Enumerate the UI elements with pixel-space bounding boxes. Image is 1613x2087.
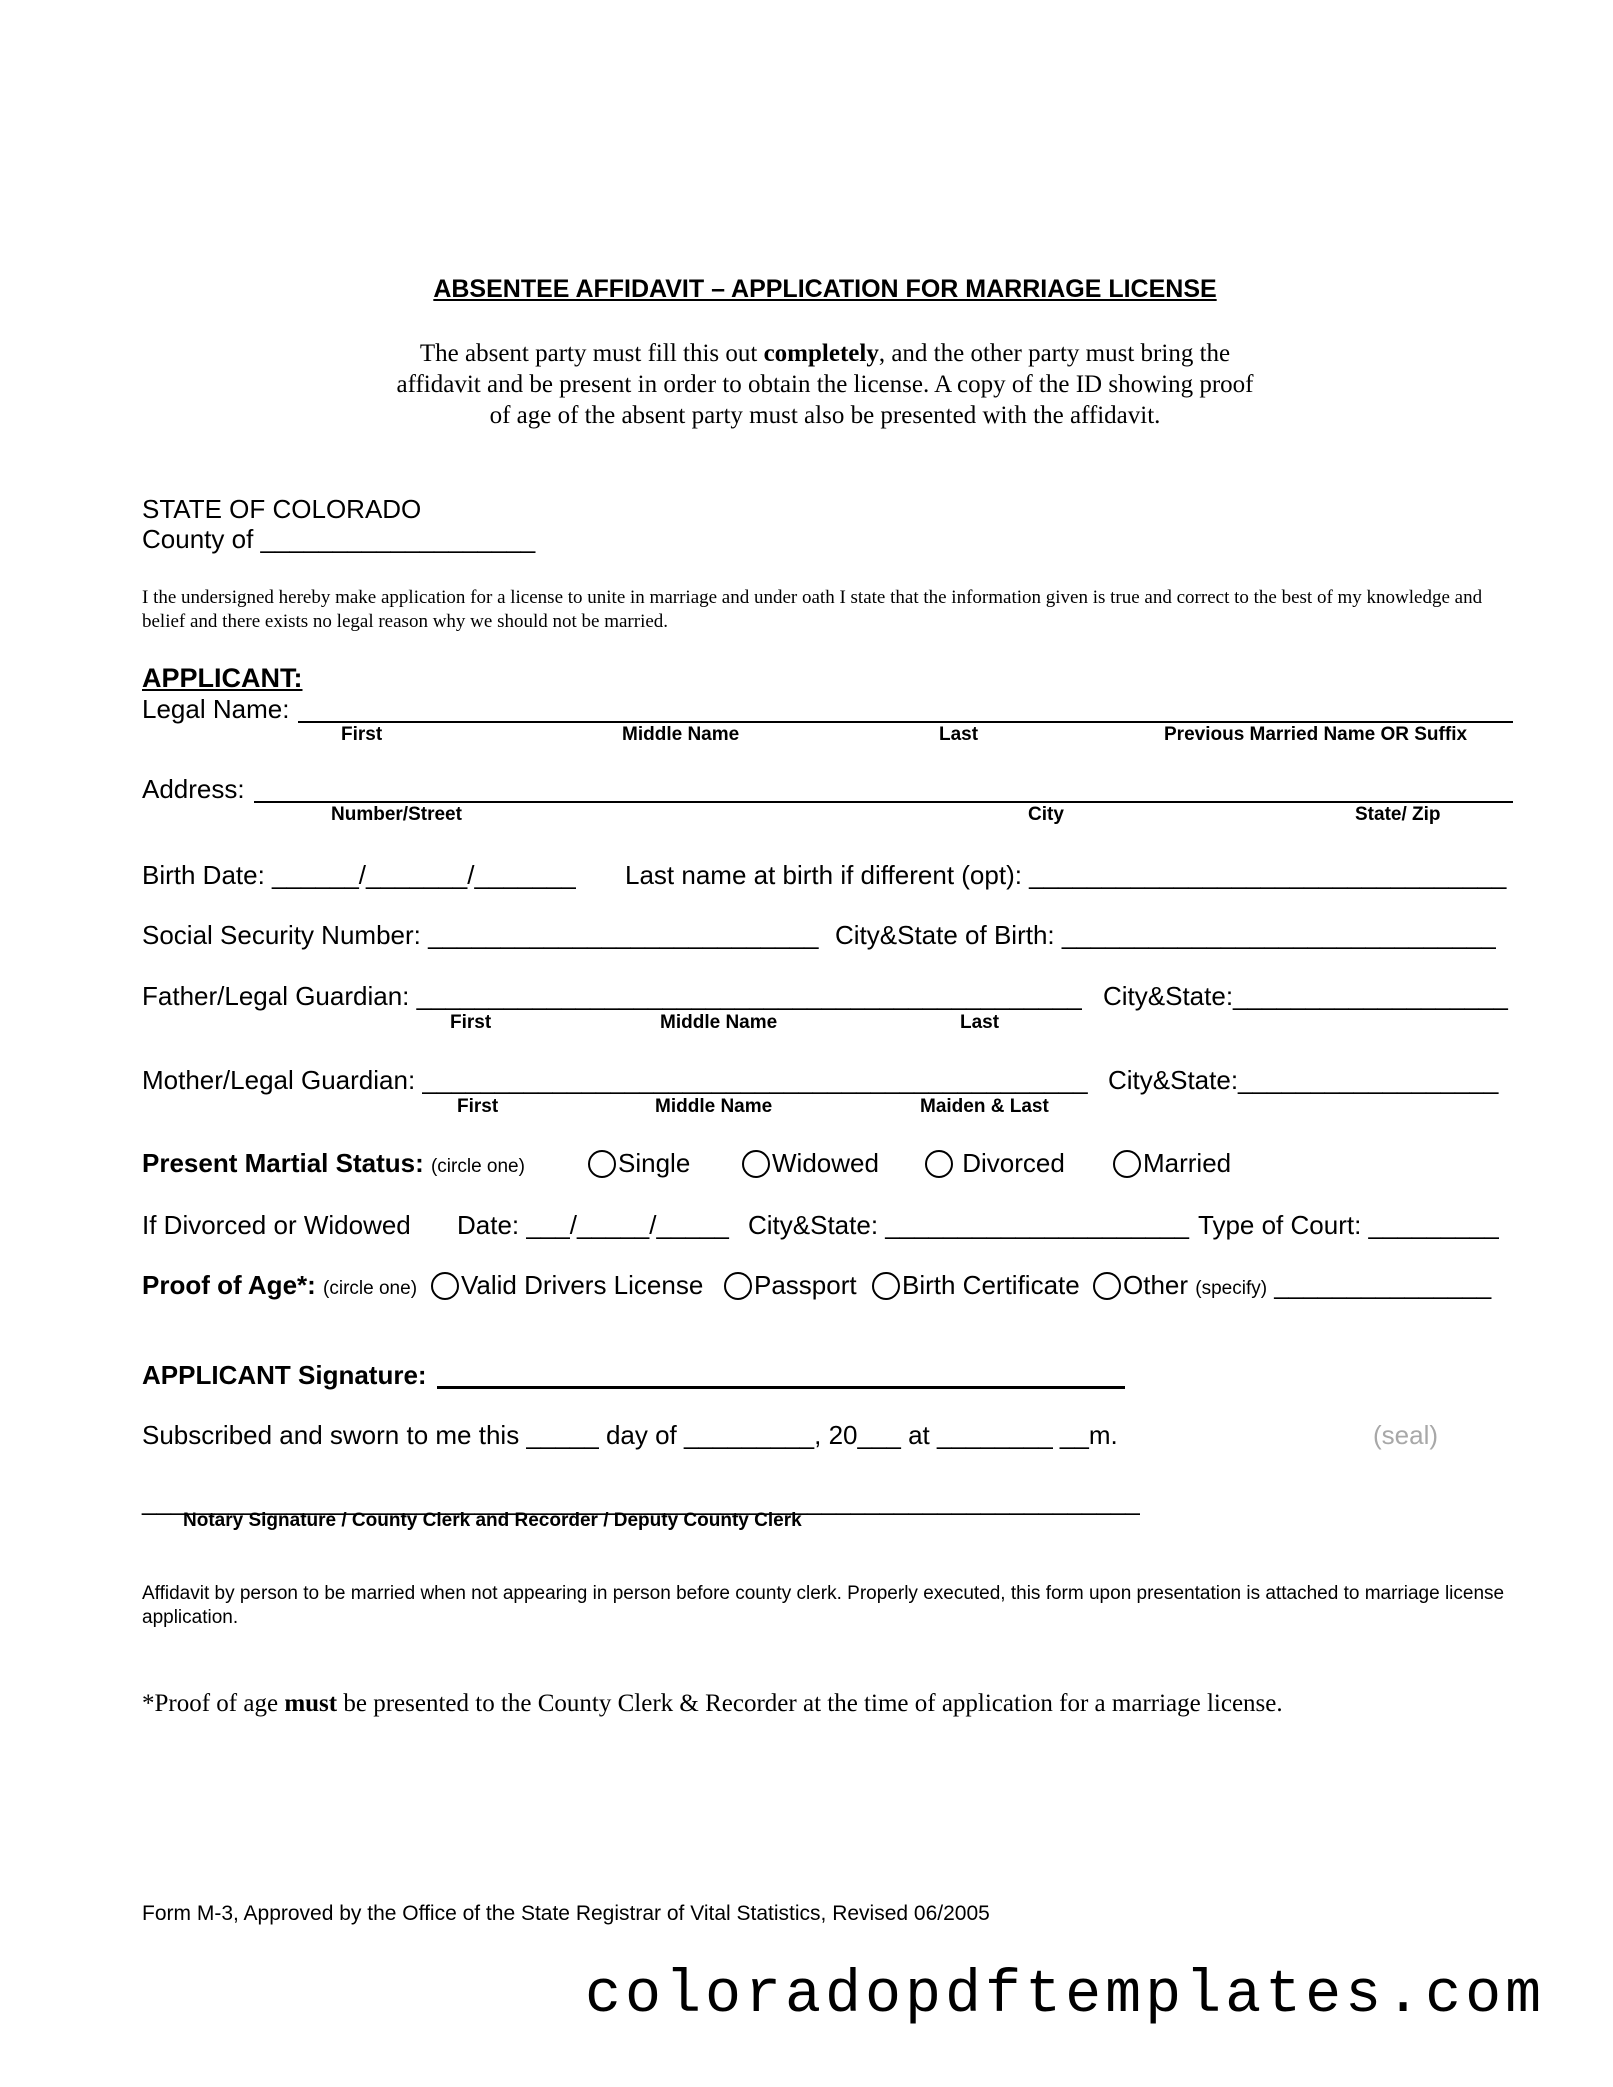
proof-specify-field[interactable]: _______________ [1274, 1270, 1492, 1300]
father-field[interactable]: Father/Legal Guardian: ______________________________________________ [142, 981, 1082, 1011]
proof-birth-cert-label: Birth Certificate [902, 1270, 1080, 1300]
legal-name-last: Last [939, 724, 979, 745]
birth-date-field[interactable]: Birth Date: ______/_______/_______ [142, 860, 576, 890]
status-widowed-option[interactable] [742, 1148, 879, 1179]
father-middle: Middle Name [660, 1012, 778, 1033]
sworn-statement-field[interactable]: Subscribed and sworn to me this _____ day of _________, 20___ at ________ __m. [142, 1420, 1118, 1450]
legal-name-field[interactable] [298, 721, 1513, 723]
birth-last-name-field[interactable]: Last name at birth if different (opt): _________________________________ [625, 860, 1507, 890]
status-widowed-label: Widowed [772, 1148, 879, 1178]
intro-text-2: , and the other party must bring the affidavit and be present in order to obtain the license. A copy of the ID showing proof of age of the absent party must also be presented with the affidavit. [396, 340, 1254, 429]
proof-birth-cert-option[interactable] [872, 1270, 1080, 1301]
applicant-signature-field[interactable] [437, 1386, 1125, 1389]
seal-placeholder: (seal) [1373, 1420, 1439, 1450]
father-last: Last [960, 1012, 1000, 1033]
radio-icon[interactable] [872, 1272, 900, 1300]
county-field[interactable]: County of ___________________ [142, 524, 536, 554]
proof-license-option[interactable] [431, 1270, 703, 1301]
watermark: coloradopdftemplates.com [585, 1962, 1546, 2030]
birth-city-state-field[interactable]: City&State of Birth: ______________________________ [835, 920, 1496, 950]
status-single-option[interactable] [588, 1148, 690, 1179]
father-city-state-field[interactable]: City&State:___________________ [1103, 981, 1508, 1011]
intro-bold: completely [763, 340, 879, 367]
divorced-city-state-field[interactable]: City&State: _____________________ [748, 1210, 1189, 1240]
radio-icon[interactable] [1113, 1150, 1141, 1178]
status-married-option[interactable] [1113, 1148, 1231, 1179]
proof-other-option[interactable] [1093, 1270, 1491, 1301]
affidavit-note: Affidavit by person to be married when not appearing in person before county clerk. Properly executed, this form upon presentation is attached to marriage license application. [142, 1583, 1505, 1628]
marital-status-row [142, 1148, 525, 1179]
status-divorced-label: Divorced [962, 1148, 1065, 1178]
mother-city-state-field[interactable]: City&State:__________________ [1108, 1065, 1499, 1095]
divorced-label: If Divorced or Widowed [142, 1210, 411, 1240]
radio-icon[interactable] [724, 1272, 752, 1300]
intro-paragraph [0, 338, 1613, 431]
proof-note-bold: must [284, 1690, 338, 1717]
legal-name-previous: Previous Married Name OR Suffix [1164, 724, 1468, 745]
radio-icon[interactable] [925, 1150, 953, 1178]
intro-text-1: The absent party must fill this out [419, 340, 764, 367]
radio-icon[interactable] [431, 1272, 459, 1300]
address-state-zip: State/ Zip [1355, 804, 1441, 825]
proof-note [142, 1690, 1283, 1718]
radio-icon[interactable] [742, 1150, 770, 1178]
court-type-field[interactable]: Type of Court: _________ [1198, 1210, 1499, 1240]
proof-passport-option[interactable] [724, 1270, 857, 1301]
proof-of-age-hint: (circle one) [323, 1278, 418, 1299]
proof-other-label: Other [1123, 1270, 1189, 1300]
mother-field[interactable]: Mother/Legal Guardian: ______________________________________________ [142, 1065, 1088, 1095]
notary-signature-field[interactable]: _____________________________________________________________________ [142, 1486, 1140, 1516]
address-street: Number/Street [331, 804, 462, 825]
status-single-label: Single [618, 1148, 691, 1178]
status-married-label: Married [1143, 1148, 1232, 1178]
form-title: ABSENTEE AFFIDAVIT – APPLICATION FOR MARRIAGE LICENSE [433, 275, 1217, 303]
proof-note-text-2: be presented to the County Clerk & Recorder at the time of application for a marriage license. [337, 1690, 1283, 1717]
address-label: Address: [142, 774, 245, 804]
divorced-date-field[interactable]: Date: ___/_____/_____ [457, 1210, 729, 1240]
proof-note-text-1: *Proof of age [142, 1690, 285, 1717]
state-label: STATE OF COLORADO [142, 494, 422, 524]
legal-name-first: First [341, 724, 383, 745]
applicant-heading: APPLICANT: [142, 663, 303, 693]
mother-middle: Middle Name [655, 1096, 773, 1117]
proof-license-label: Valid Drivers License [461, 1270, 704, 1300]
applicant-signature-label: APPLICANT Signature: [142, 1360, 427, 1390]
proof-passport-label: Passport [754, 1270, 857, 1300]
marital-status-hint: (circle one) [430, 1156, 525, 1177]
address-field[interactable] [254, 801, 1513, 803]
oath-text: I the undersigned hereby make application for a license to unite in marriage and under oath I state that the information given is true and correct to the best of my knowledge and belief and there exists no legal reason why we should not be married. [142, 587, 1483, 632]
status-divorced-option[interactable] [925, 1148, 1065, 1179]
father-first: First [450, 1012, 492, 1033]
proof-of-age-row [142, 1270, 417, 1301]
ssn-field[interactable]: Social Security Number: ___________________________ [142, 920, 819, 950]
radio-icon[interactable] [588, 1150, 616, 1178]
marital-status-label: Present Martial Status: [142, 1148, 424, 1178]
legal-name-label: Legal Name: [142, 694, 290, 724]
mother-first: First [457, 1096, 499, 1117]
proof-of-age-label: Proof of Age*: [142, 1270, 316, 1300]
address-city: City [1028, 804, 1064, 825]
mother-maiden-last: Maiden & Last [920, 1096, 1049, 1117]
proof-specify-hint: (specify) [1195, 1278, 1268, 1299]
form-id: Form M-3, Approved by the Office of the State Registrar of Vital Statistics, Revised 06/2005 [142, 1902, 990, 1925]
notary-signature-label: Notary Signature / County Clerk and Recorder / Deputy County Clerk [183, 1510, 802, 1531]
legal-name-middle: Middle Name [622, 724, 740, 745]
radio-icon[interactable] [1093, 1272, 1121, 1300]
